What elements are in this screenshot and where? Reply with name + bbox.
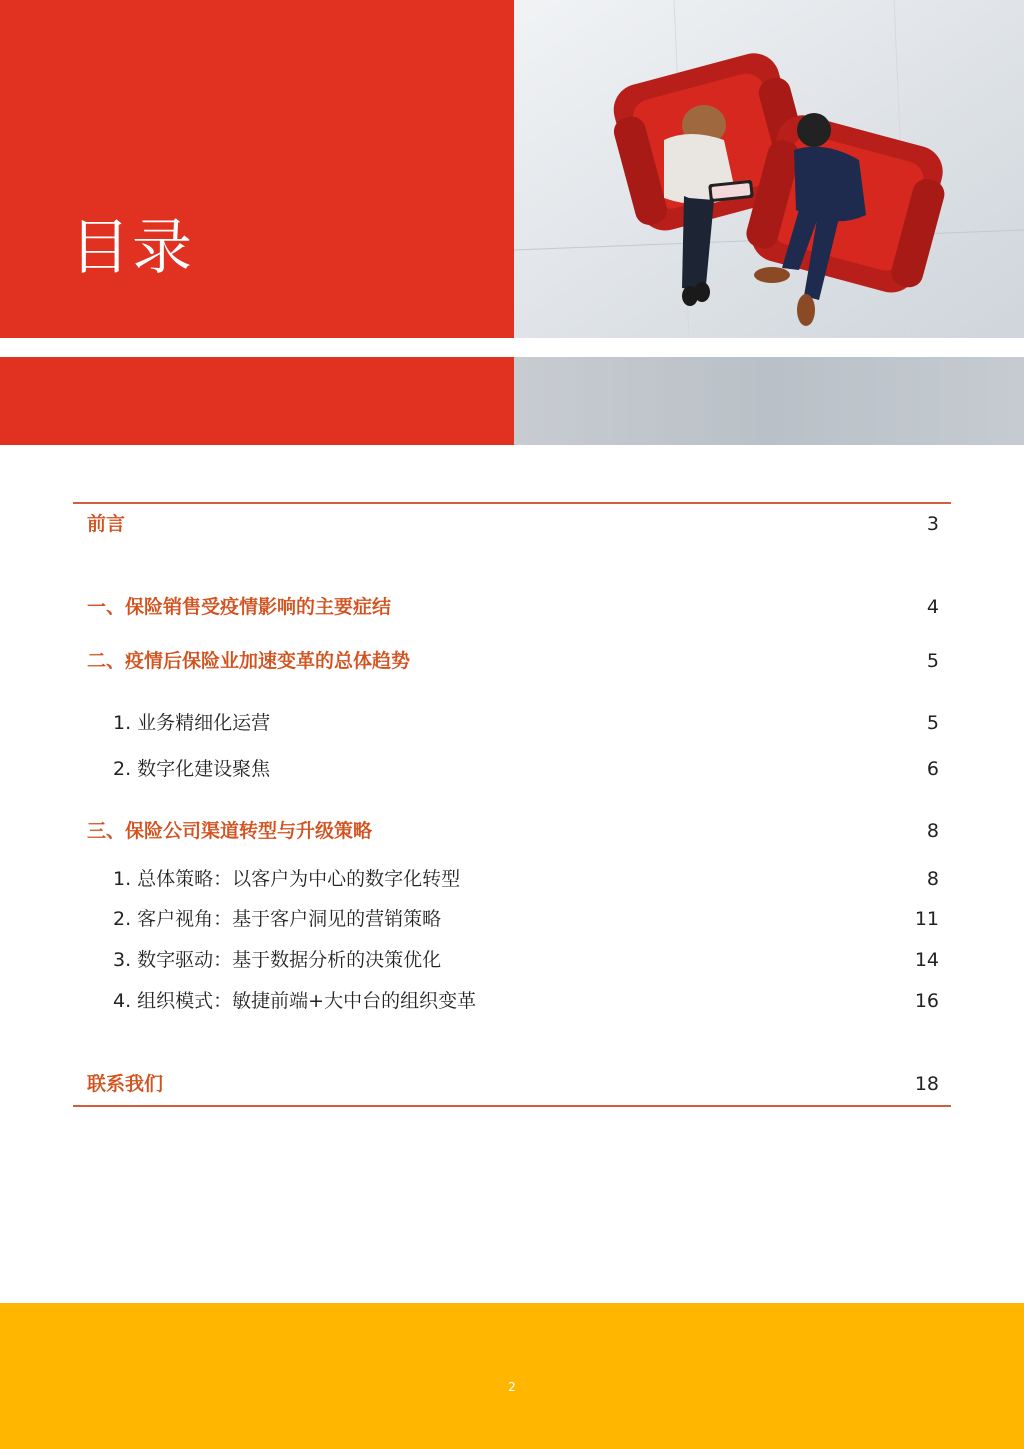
toc-entry-label: 联系我们 bbox=[87, 1073, 164, 1095]
toc-entry-page: 5 bbox=[926, 650, 939, 672]
header-red-strip bbox=[0, 357, 514, 445]
toc-entry-label: 2. 数字化建设聚焦 bbox=[113, 758, 271, 780]
toc-entry-label: 4. 组织模式：敏捷前端+大中台的组织变革 bbox=[113, 990, 477, 1012]
toc-entry-label: 三、保险公司渠道转型与升级策略 bbox=[87, 820, 373, 842]
footer-band bbox=[0, 1303, 1024, 1449]
page-title: 目录 bbox=[70, 213, 194, 283]
toc-top-rule bbox=[73, 502, 951, 504]
toc-entry[interactable] bbox=[73, 1069, 951, 1099]
meeting-photo bbox=[514, 0, 1024, 338]
toc-entry-label: 3. 数字驱动：基于数据分析的决策优化 bbox=[113, 949, 442, 971]
toc-entry-page: 5 bbox=[926, 712, 939, 734]
toc-subentry[interactable] bbox=[73, 904, 951, 934]
toc-entry-page: 18 bbox=[914, 1073, 939, 1095]
toc-entry-page: 16 bbox=[914, 990, 939, 1012]
toc-entry-page: 8 bbox=[926, 868, 939, 890]
toc-entry[interactable] bbox=[73, 592, 951, 622]
toc-entry-page: 8 bbox=[926, 820, 939, 842]
toc-subentry[interactable] bbox=[73, 945, 951, 975]
toc-entry-page: 6 bbox=[926, 758, 939, 780]
page-number: 2 bbox=[508, 1380, 516, 1394]
photo-floor-strip bbox=[514, 357, 1024, 445]
toc-entry-label: 前言 bbox=[87, 513, 126, 535]
toc-entry-label: 1. 总体策略：以客户为中心的数字化转型 bbox=[113, 868, 461, 890]
toc-subentry[interactable] bbox=[73, 754, 951, 784]
toc-entry-label: 2. 客户视角：基于客户洞见的营销策略 bbox=[113, 908, 442, 930]
toc-subentry[interactable] bbox=[73, 708, 951, 738]
toc-entry-label: 一、保险销售受疫情影响的主要症结 bbox=[87, 596, 392, 618]
toc-entry-page: 4 bbox=[926, 596, 939, 618]
toc-entry[interactable] bbox=[73, 509, 951, 539]
toc-entry-label: 1. 业务精细化运营 bbox=[113, 712, 271, 734]
toc-subentry[interactable] bbox=[73, 986, 951, 1016]
toc-entry[interactable] bbox=[73, 816, 951, 846]
toc-entry-page: 14 bbox=[914, 949, 939, 971]
toc-bottom-rule bbox=[73, 1105, 951, 1107]
toc-entry-page: 11 bbox=[914, 908, 939, 930]
meeting-photo-illustration bbox=[514, 0, 1024, 338]
toc-entry[interactable] bbox=[73, 646, 951, 676]
toc-entry-label: 二、疫情后保险业加速变革的总体趋势 bbox=[87, 650, 411, 672]
toc-entry-page: 3 bbox=[926, 513, 939, 535]
toc-subentry[interactable] bbox=[73, 864, 951, 894]
